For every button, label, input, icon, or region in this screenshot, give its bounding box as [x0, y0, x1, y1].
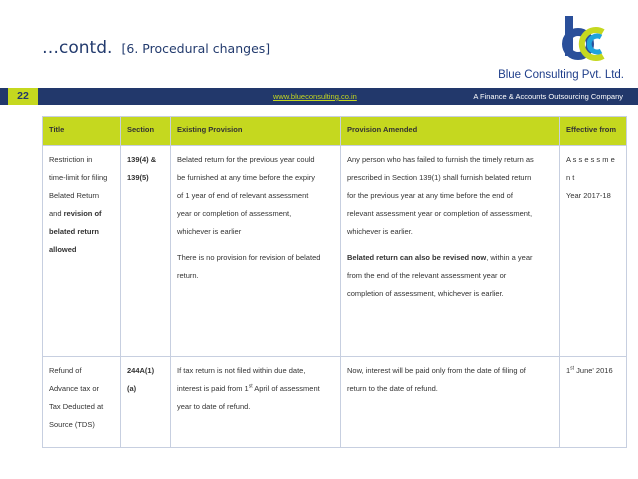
cell-text: interest is paid from 1	[177, 384, 249, 393]
cell-text: 139(4) &	[127, 155, 157, 164]
cell-text: June' 2016	[574, 366, 613, 375]
header-existing-provision: Existing Provision	[171, 117, 341, 146]
header-bar	[0, 88, 638, 105]
cell-section	[121, 357, 171, 448]
cell-existing-provision	[171, 357, 341, 448]
slide-title-main: …contd.	[42, 38, 113, 58]
table-row	[43, 146, 627, 357]
page-number: 22	[8, 88, 38, 105]
cell-text: 1	[566, 366, 571, 375]
header-provision-amended: Provision Amended	[341, 117, 560, 146]
cell-text: and	[49, 209, 64, 218]
cell-title	[43, 357, 121, 448]
company-name: Blue Consulting Pvt. Ltd.	[498, 69, 624, 81]
cell-title	[43, 146, 121, 357]
cell-text: , within a year	[486, 253, 533, 262]
cell-superscript: st	[248, 383, 253, 390]
cell-superscript: st	[570, 365, 575, 372]
cell-text: whichever is earlier	[177, 227, 242, 236]
cell-text: whichever is earlier.	[347, 227, 413, 236]
cell-text: return to the date of refund.	[347, 384, 438, 393]
slide-title	[42, 38, 270, 58]
cell-text: relevant assessment year or completion of assessment,	[347, 209, 533, 218]
cell-text: year to date of refund.	[177, 402, 251, 411]
cell-text: year or completion of assessment,	[177, 209, 292, 218]
cell-effective-from	[560, 357, 627, 448]
cell-text-bold: revision of	[63, 209, 102, 218]
cell-text: from the end of the relevant assessment year or	[347, 271, 507, 280]
cell-text: 139(5)	[127, 173, 149, 182]
cell-text: completion of assessment, whichever is earlier.	[347, 289, 504, 298]
cell-text: Now, interest will be paid only from the date of filing of	[347, 366, 526, 375]
cell-text: Tax Deducted at	[49, 402, 104, 411]
header-title: Title	[43, 117, 121, 146]
cell-text-bold: allowed	[49, 245, 77, 254]
header-section: Section	[121, 117, 171, 146]
cell-text: be furnished at any time before the expiry	[177, 173, 315, 182]
cell-text: Belated return for the previous year could	[177, 155, 315, 164]
cell-text: Any person who has failed to furnish the timely return as	[347, 155, 534, 164]
procedural-changes-table	[42, 116, 627, 448]
cell-provision-amended	[341, 357, 560, 448]
cell-text: Belated Return	[49, 191, 100, 200]
cell-text: Year 2017-18	[566, 191, 611, 200]
cell-existing-provision	[171, 146, 341, 357]
cell-text: If tax return is not filed within due date,	[177, 366, 306, 375]
cell-text: Refund of	[49, 366, 82, 375]
cell-text: time-limit for filing	[49, 173, 108, 182]
cell-text: Source (TDS)	[49, 420, 95, 429]
slide-title-sub: [6. Procedural changes]	[121, 41, 271, 56]
cell-text: for the previous year at any time before the end of	[347, 191, 513, 200]
header-effective-from: Effective from	[560, 117, 627, 146]
cell-provision-amended	[341, 146, 560, 357]
cell-text: prescribed in Section 139(1) shall furnish belated return	[347, 173, 532, 182]
cell-text-bold: Belated return can also be revised now	[347, 253, 487, 262]
cell-text: Restriction in	[49, 155, 93, 164]
cell-text: 244A(1)	[127, 366, 155, 375]
table-row	[43, 357, 627, 448]
website-link[interactable]: www.blueconsulting.co.in	[273, 92, 357, 101]
cell-text: A s s e s s m e n t	[566, 155, 615, 182]
table-header-row	[43, 117, 627, 146]
cell-text: of 1 year of end of relevant assessment	[177, 191, 309, 200]
cell-effective-from	[560, 146, 627, 357]
cell-text: April of assessment	[252, 384, 320, 393]
cell-text: There is no provision for revision of belated	[177, 253, 321, 262]
cell-text-bold: belated return	[49, 227, 100, 236]
company-logo	[559, 14, 613, 66]
cell-section	[121, 146, 171, 357]
cell-text: (a)	[127, 384, 137, 393]
cell-text: Advance tax or	[49, 384, 100, 393]
tagline: A Finance & Accounts Outsourcing Company	[473, 92, 623, 101]
cell-text: return.	[177, 271, 199, 280]
